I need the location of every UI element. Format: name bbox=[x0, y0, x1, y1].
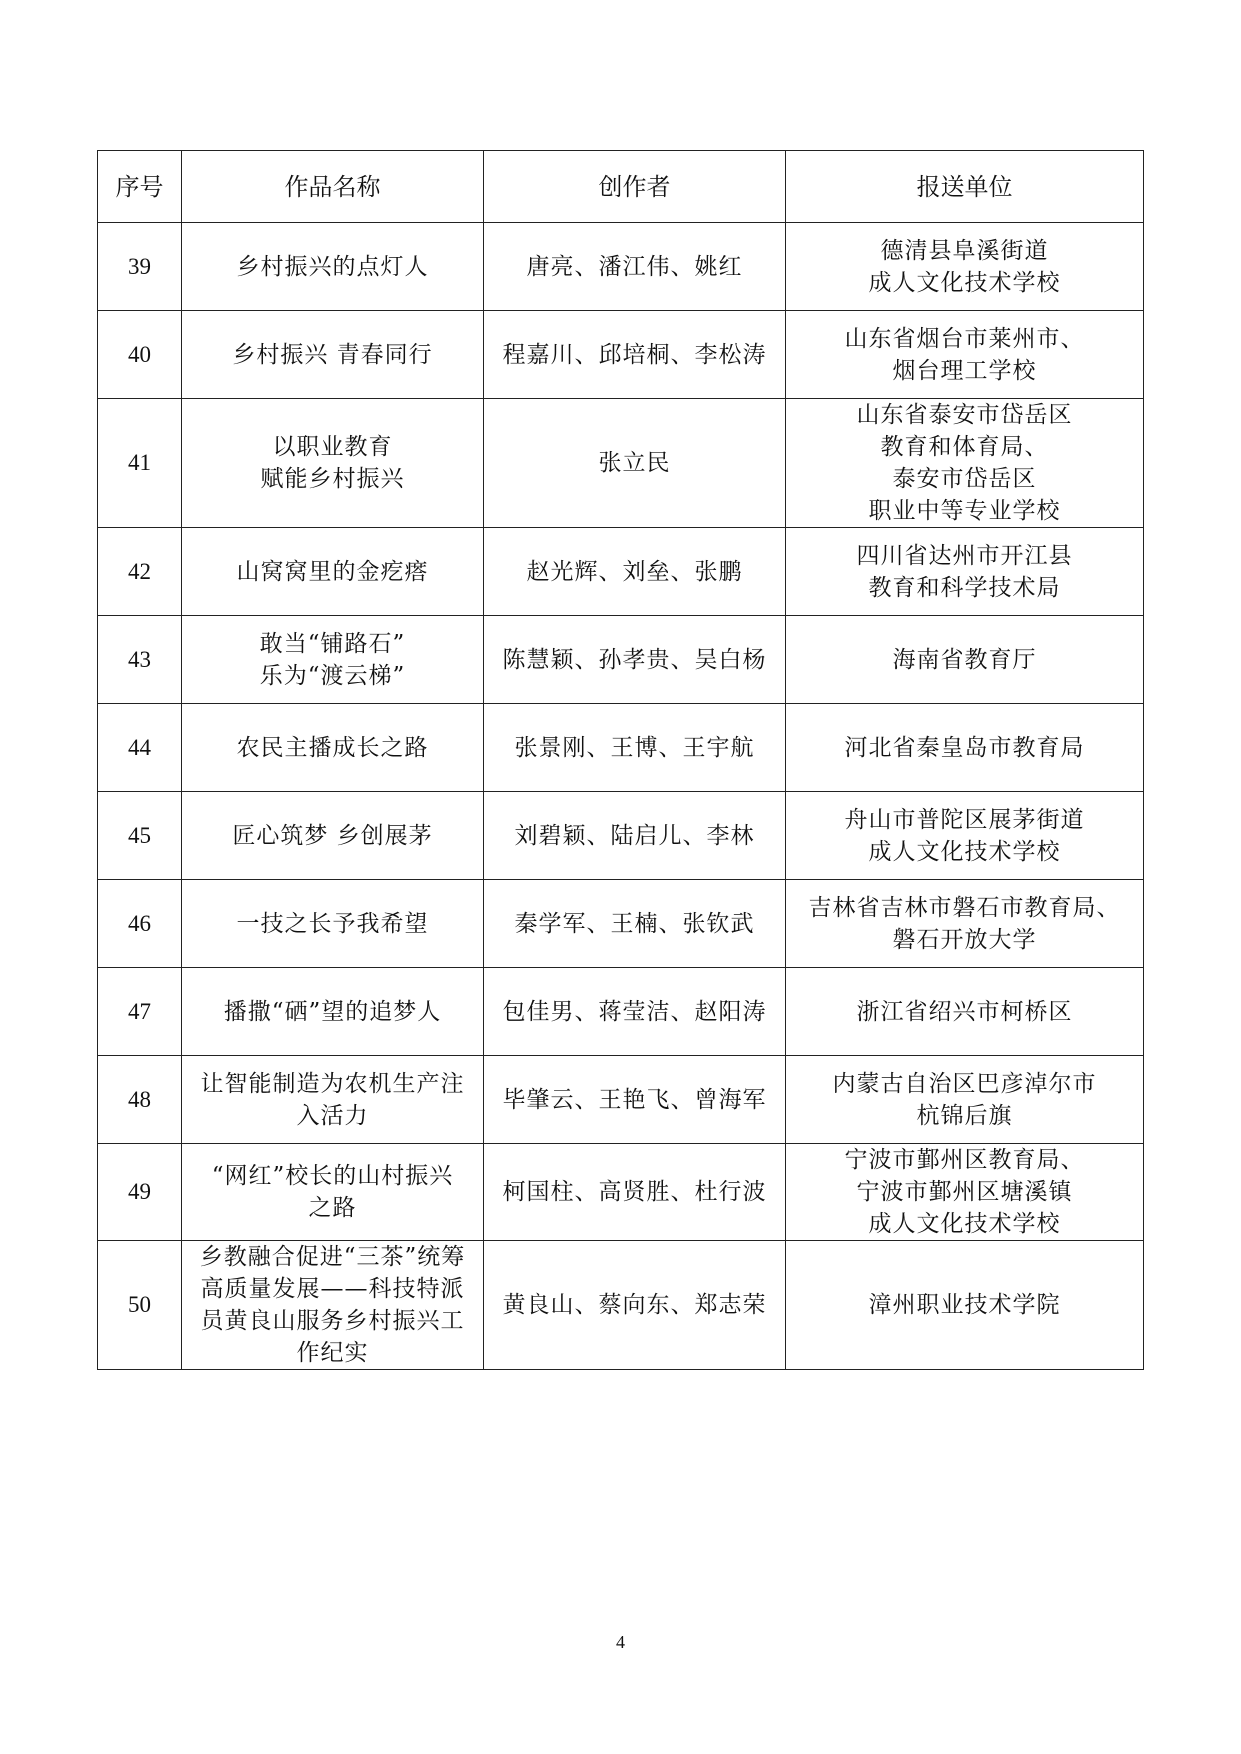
number-cell: 49 bbox=[98, 1144, 182, 1241]
title-cell: 一技之长予我希望 bbox=[182, 880, 484, 968]
unit-cell: 宁波市鄞州区教育局、 宁波市鄞州区塘溪镇 成人文化技术学校 bbox=[786, 1144, 1144, 1241]
unit-cell: 海南省教育厅 bbox=[786, 616, 1144, 704]
title-cell: “网红”校长的山村振兴 之路 bbox=[182, 1144, 484, 1241]
table-header-row bbox=[98, 151, 1144, 223]
number-cell: 42 bbox=[98, 528, 182, 616]
number-cell: 40 bbox=[98, 311, 182, 399]
title-cell: 乡村振兴的点灯人 bbox=[182, 223, 484, 311]
table-row bbox=[98, 880, 1144, 968]
table-row bbox=[98, 399, 1144, 528]
number-cell: 44 bbox=[98, 704, 182, 792]
authors-cell: 张景刚、王博、王宇航 bbox=[484, 704, 786, 792]
table-row bbox=[98, 968, 1144, 1056]
title-cell: 乡教融合促进“三茶”统筹 高质量发展——科技特派 员黄良山服务乡村振兴工 作纪实 bbox=[182, 1241, 484, 1370]
unit-cell: 漳州职业技术学院 bbox=[786, 1241, 1144, 1370]
authors-cell: 刘碧颖、陆启儿、李林 bbox=[484, 792, 786, 880]
title-cell: 乡村振兴 青春同行 bbox=[182, 311, 484, 399]
authors-cell: 唐亮、潘江伟、姚红 bbox=[484, 223, 786, 311]
title-cell: 播撒“硒”望的追梦人 bbox=[182, 968, 484, 1056]
table-row bbox=[98, 311, 1144, 399]
number-cell: 46 bbox=[98, 880, 182, 968]
table-row bbox=[98, 1056, 1144, 1144]
authors-cell: 赵光辉、刘垒、张鹏 bbox=[484, 528, 786, 616]
title-cell: 匠心筑梦 乡创展茅 bbox=[182, 792, 484, 880]
title-cell: 山窝窝里的金疙瘩 bbox=[182, 528, 484, 616]
title-cell: 农民主播成长之路 bbox=[182, 704, 484, 792]
authors-cell: 张立民 bbox=[484, 399, 786, 528]
table-row bbox=[98, 528, 1144, 616]
authors-cell: 秦学军、王楠、张钦武 bbox=[484, 880, 786, 968]
header-unit: 报送单位 bbox=[786, 151, 1144, 223]
authors-cell: 包佳男、蒋莹洁、赵阳涛 bbox=[484, 968, 786, 1056]
unit-cell: 内蒙古自治区巴彦淖尔市 杭锦后旗 bbox=[786, 1056, 1144, 1144]
table-body bbox=[98, 223, 1144, 1370]
header-authors: 创作者 bbox=[484, 151, 786, 223]
title-cell: 敢当“铺路石” 乐为“渡云梯” bbox=[182, 616, 484, 704]
authors-cell: 程嘉川、邱培桐、李松涛 bbox=[484, 311, 786, 399]
unit-cell: 山东省烟台市莱州市、 烟台理工学校 bbox=[786, 311, 1144, 399]
header-number: 序号 bbox=[98, 151, 182, 223]
table-row bbox=[98, 792, 1144, 880]
award-list-table bbox=[97, 150, 1144, 1370]
title-cell: 以职业教育 赋能乡村振兴 bbox=[182, 399, 484, 528]
number-cell: 45 bbox=[98, 792, 182, 880]
number-cell: 48 bbox=[98, 1056, 182, 1144]
unit-cell: 四川省达州市开江县 教育和科学技术局 bbox=[786, 528, 1144, 616]
unit-cell: 德清县阜溪街道 成人文化技术学校 bbox=[786, 223, 1144, 311]
page-number: 4 bbox=[616, 1632, 625, 1652]
authors-cell: 毕肇云、王艳飞、曾海军 bbox=[484, 1056, 786, 1144]
authors-cell: 黄良山、蔡向东、郑志荣 bbox=[484, 1241, 786, 1370]
table-row bbox=[98, 1144, 1144, 1241]
number-cell: 50 bbox=[98, 1241, 182, 1370]
authors-cell: 柯国柱、高贤胜、杜行波 bbox=[484, 1144, 786, 1241]
unit-cell: 吉林省吉林市磐石市教育局、 磐石开放大学 bbox=[786, 880, 1144, 968]
title-cell: 让智能制造为农机生产注 入活力 bbox=[182, 1056, 484, 1144]
number-cell: 41 bbox=[98, 399, 182, 528]
table-row bbox=[98, 1241, 1144, 1370]
number-cell: 47 bbox=[98, 968, 182, 1056]
number-cell: 43 bbox=[98, 616, 182, 704]
unit-cell: 河北省秦皇岛市教育局 bbox=[786, 704, 1144, 792]
unit-cell: 浙江省绍兴市柯桥区 bbox=[786, 968, 1144, 1056]
header-title: 作品名称 bbox=[182, 151, 484, 223]
table-row bbox=[98, 223, 1144, 311]
table-row bbox=[98, 616, 1144, 704]
number-cell: 39 bbox=[98, 223, 182, 311]
unit-cell: 舟山市普陀区展茅街道 成人文化技术学校 bbox=[786, 792, 1144, 880]
authors-cell: 陈慧颖、孙孝贵、吴白杨 bbox=[484, 616, 786, 704]
table-row bbox=[98, 704, 1144, 792]
unit-cell: 山东省泰安市岱岳区 教育和体育局、 泰安市岱岳区 职业中等专业学校 bbox=[786, 399, 1144, 528]
